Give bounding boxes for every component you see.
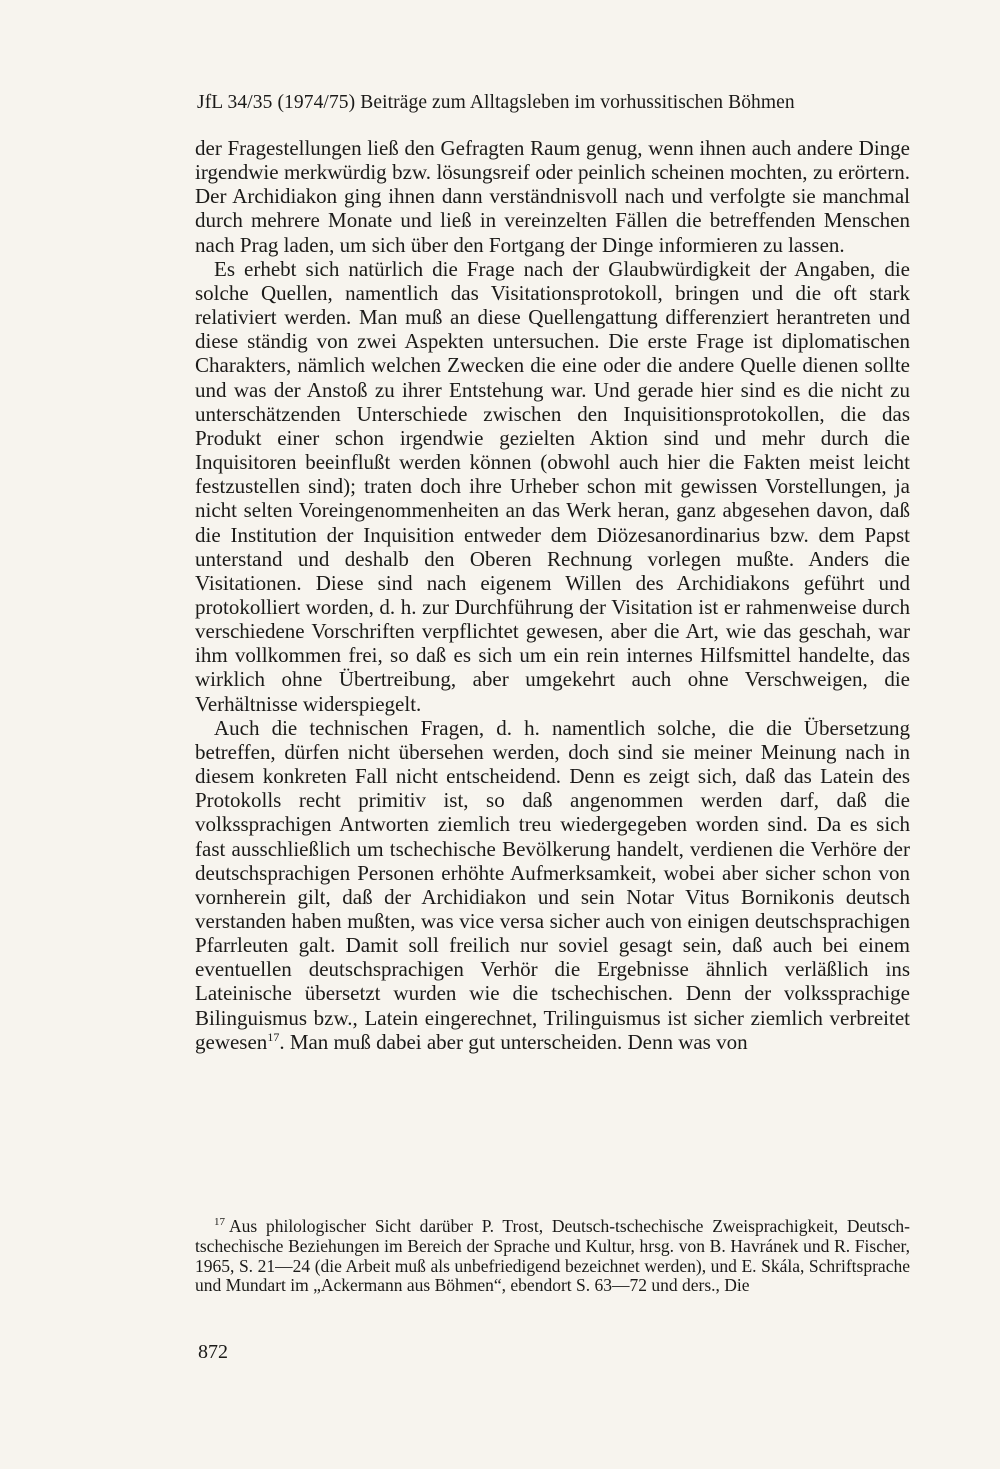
footnote-reference[interactable]: 17 [267, 1029, 280, 1044]
running-head: JfL 34/35 (1974/75) Beiträge zum Alltagsleben im vorhussitischen Böhmen [197, 92, 795, 113]
paragraph-technical-text: Auch die technischen Fragen, d. h. namentlich solche, die die Übersetzung betreffen, dürfen nicht übersehen werden, doch sind sie meiner Meinung nach in diesem konkreten Fall nicht entscheidend. Denn es zeigt sich, daß das Latein des Protokolls recht primitiv ist, so daß angenommen werden darf, daß die volkssprachigen Antworten ziemlich treu wiedergegeben worden sind. Da es sich fast ausschließlich um tschechische Bevölkerung handelt, verdienen die Verhöre der deutschsprachigen Personen erhöhte Aufmerksamkeit, wobei aber sicher schon von vornherein gilt, daß der Archidiakon und sein Notar Vitus Bornikonis deutsch verstanden haben mußten, was vice versa sicher auch von einigen deutschsprachigen Pfarrleuten galt. Damit soll freilich nur soviel gesagt sein, daß auch bei einem eventuellen deutschsprachigen Verhör die Ergebnisse ähnlich verläßlich ins Lateinische übersetzt wurden wie die tschechischen. Denn der volkssprachige Bilinguismus bzw., Latein eingerechnet, Trilinguismus ist sicher ziemlich verbreitet gewesen [195, 715, 910, 1054]
paragraph-technical-tail: . Man muß dabei aber gut unterscheiden. Denn was von [279, 1029, 748, 1054]
paragraph-technical-questions [195, 716, 910, 1054]
page-number: 872 [198, 1341, 228, 1363]
footnote-number: 17 [214, 1216, 225, 1229]
paragraph-continuation: der Fragestellungen ließ den Gefragten Raum genug, wenn ihnen auch andere Dinge irgendwie merkwürdig bzw. lösungsreif oder peinlich scheinen mochten, zu erörtern. Der Archidiakon ging ihnen dann verständnisvoll nach und verfolgte sie manchmal durch mehrere Monate und ließ in vereinzelten Fällen die betreffenden Menschen nach Prag laden, um sich über den Fortgang der Dinge informieren zu lassen. [195, 136, 910, 257]
footnote-text: Aus philologischer Sicht darüber P. Trost, Deutsch-tschechische Zweisprachigkeit, Deutsch-tschechische Beziehungen im Bereich der Sprache und Kultur, hrsg. von B. Havránek und R. Fischer, 1965, S. 21—24 (die Arbeit muß als unbefriedigend bezeichnet werden), und E. Skála, Schriftsprache und Mundart im „Ackermann aus Böhmen“, ebendort S. 63—72 und ders., Die [195, 1216, 910, 1296]
body-text [195, 136, 910, 1054]
paragraph-credibility: Es erhebt sich natürlich die Frage nach der Glaubwürdigkeit der Angaben, die solche Quellen, namentlich das Visitationsprotokoll, bringen und die oft stark relativiert werden. Man muß an diese Quellengattung differenziert herantreten und diese ständig von zwei Aspekten untersuchen. Die erste Frage ist diplomatischen Charakters, nämlich welchen Zwecken die eine oder die andere Quelle dienen sollte und was der Anstoß zu ihrer Entstehung war. Und gerade hier sind es die nicht zu unterschätzenden Unterschiede zwischen den Inquisitionsprotokollen, die das Produkt einer schon irgendwie gezielten Aktion sind und mehr durch die Inquisitoren beeinflußt werden können (obwohl auch hier die Fakten meist leicht festzustellen sind); traten doch ihre Urheber schon mit gewissen Vorstellungen, ja nicht selten Voreingenommenheiten an das Werk heran, ganz abgesehen davon, daß die Institution der Inquisition entweder dem Diözesanordinarius bzw. dem Papst unterstand und deshalb den Oberen Rechnung vorlegen mußte. Anders die Visitationen. Diese sind nach eigenem Willen des Archidiakons geführt und protokolliert worden, d. h. zur Durchführung der Visitation ist er rahmenweise durch verschiedene Vorschriften verpflichtet gewesen, aber die Art, wie das geschah, war ihm vollkommen frei, so daß es sich um ein rein internes Hilfsmittel handelte, das wirklich ohne Übertreibung, aber umgekehrt auch ohne Verschweigen, die Verhältnisse widerspiegelt. [195, 256, 910, 716]
footnote [195, 1217, 910, 1296]
